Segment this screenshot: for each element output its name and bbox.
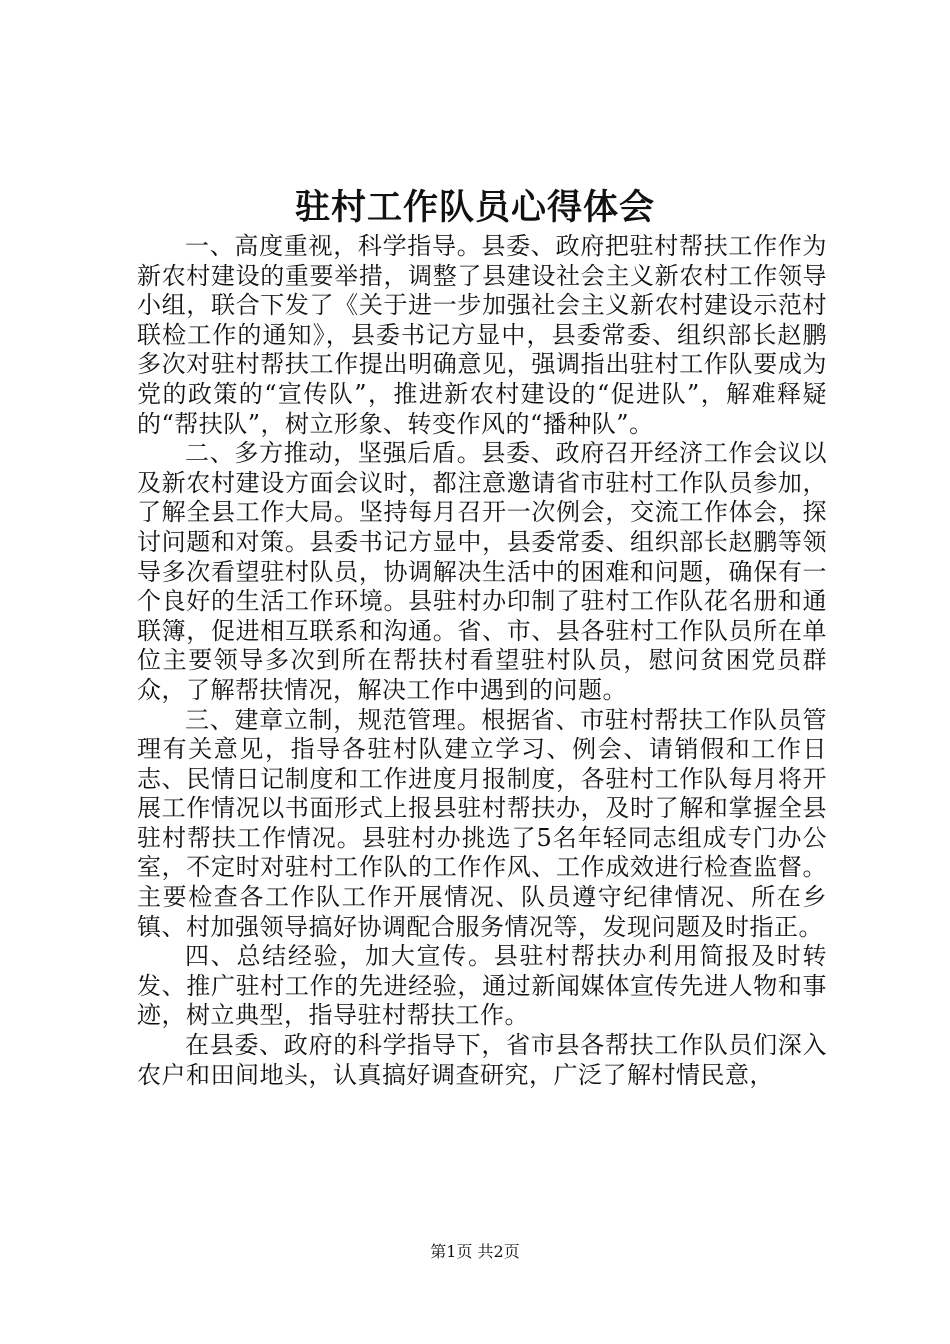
page-footer: 第1页 共2页 (430, 1242, 520, 1261)
paragraph-2: 二、多方推动，坚强后盾。县委、政府召开经济工作会议以及新农村建设方面会议时，都注意邀请省市驻村工作队员参加，了解全县工作大局。坚持每月召开一次例会，交流工作体会，探讨问题和对策。县委书记方显中，县委常委、组织部长赵鹏等领导多次看望驻村队员，协调解决生活中的困难和问题，确保有一个良好的生活工作环境。县驻村办印制了驻村工作队花名册和通联簿，促进相互联系和沟通。省、市、县各驻村工作队员所在单位主要领导多次到所在帮扶村看望驻村队员，慰问贫困党员群众，了解帮扶情况，解决工作中遇到的问题。 (137, 439, 827, 704)
paragraph-1: 一、高度重视，科学指导。县委、政府把驻村帮扶工作作为新农村建设的重要举措，调整了县建设社会主义新农村工作领导小组，联合下发了《关于进一步加强社会主义新农村建设示范村联检工作的通知》，县委书记方显中，县委常委、组织部长赵鹏多次对驻村帮扶工作提出明确意见，强调指出驻村工作队要成为党的政策的“宣传队”，推进新农村建设的“促进队”，解难释疑的“帮扶队”，树立形象、转变作风的“播种队”。 (137, 232, 827, 438)
paragraph-3: 三、建章立制，规范管理。根据省、市驻村帮扶工作队员管理有关意见，指导各驻村队建立学习、例会、请销假和工作日志、民情日记制度和工作进度月报制度，各驻村工作队每月将开展工作情况以书面形式上报县驻村帮扶办，及时了解和掌握全县驻村帮扶工作情况。县驻村办挑选了5名年轻同志组成专门办公室，不定时对驻村工作队的工作作风、工作成效进行检查监督。主要检查各工作队工作开展情况、队员遵守纪律情况、所在乡镇、村加强领导搞好协调配合服务情况等，发现问题及时指正。 (137, 705, 827, 941)
paragraph-5: 在县委、政府的科学指导下，省市县各帮扶工作队员们深入农户和田间地头，认真搞好调查研究，广泛了解村情民意， (137, 1031, 827, 1089)
paragraph-4: 四、总结经验，加大宣传。县驻村帮扶办利用简报及时转发、推广驻村工作的先进经验，通过新闻媒体宣传先进人物和事迹，树立典型，指导驻村帮扶工作。 (137, 942, 827, 1030)
document-title: 驻村工作队员心得体会 (294, 187, 655, 228)
document-body (137, 232, 827, 1090)
